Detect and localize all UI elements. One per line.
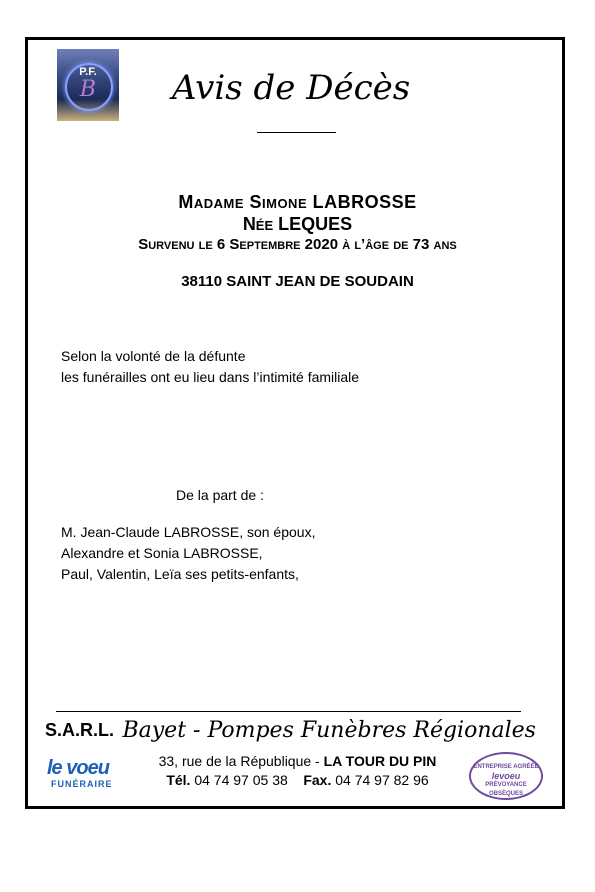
deceased-city: 38110 SAINT JEAN DE SOUDAIN [181, 273, 414, 290]
company-script-name: Bayet - Pompes Funèbres Régionales [122, 718, 536, 743]
death-date-age: Survenu le 6 Septembre 2020 à l’âge de 73 ans [138, 236, 457, 253]
badge-line: PRÉVOYANCE OBSÈQUES [485, 782, 527, 797]
levoeu-funeraire-logo [45, 757, 127, 797]
message-line: Selon la volonté de la défunte [61, 348, 246, 364]
badge-text [471, 763, 541, 799]
logo-text-pf: P.F. [79, 66, 97, 78]
address-street: 33, rue de la République - [158, 753, 324, 769]
family-member: Alexandre et Sonia LABROSSE, [61, 545, 263, 561]
fax-label: Fax. [303, 772, 332, 788]
logo-text-b: B [79, 77, 97, 102]
badge-line: ENTREPRISE AGRÉÉE [473, 764, 539, 770]
family-member: Paul, Valentin, Leïa ses petits-enfants, [61, 566, 299, 582]
fax-number: 04 74 97 82 96 [335, 772, 429, 788]
levoeu-logo-subtext: FUNÉRAIRE [51, 779, 113, 789]
footer-divider [56, 711, 521, 712]
deceased-name: Madame Simone LABROSSE [178, 192, 417, 212]
badge-line: levoeu [491, 771, 521, 781]
message-line: les funérailles ont eu lieu dans l’intimité familiale [61, 369, 360, 385]
maiden-name: Née LEQUES [242, 214, 353, 234]
tel-label: Tél. [166, 772, 191, 788]
company-sarl: S.A.R.L. [45, 720, 115, 740]
family-member: M. Jean-Claude LABROSSE, son époux, [61, 524, 316, 540]
family-list [61, 522, 315, 585]
approved-company-badge [469, 752, 543, 800]
company-name [45, 718, 536, 743]
tel-number: 04 74 97 05 38 [194, 772, 288, 788]
title-divider [257, 132, 336, 133]
notice-frame [25, 37, 565, 809]
page-title: Avis de Décès [172, 68, 411, 108]
funeral-message [61, 346, 359, 388]
address-city: LA TOUR DU PIN [323, 753, 437, 769]
family-intro: De la part de : [176, 487, 264, 503]
pf-bayet-logo [57, 49, 119, 121]
levoeu-logo-text: le voeu [47, 757, 109, 779]
